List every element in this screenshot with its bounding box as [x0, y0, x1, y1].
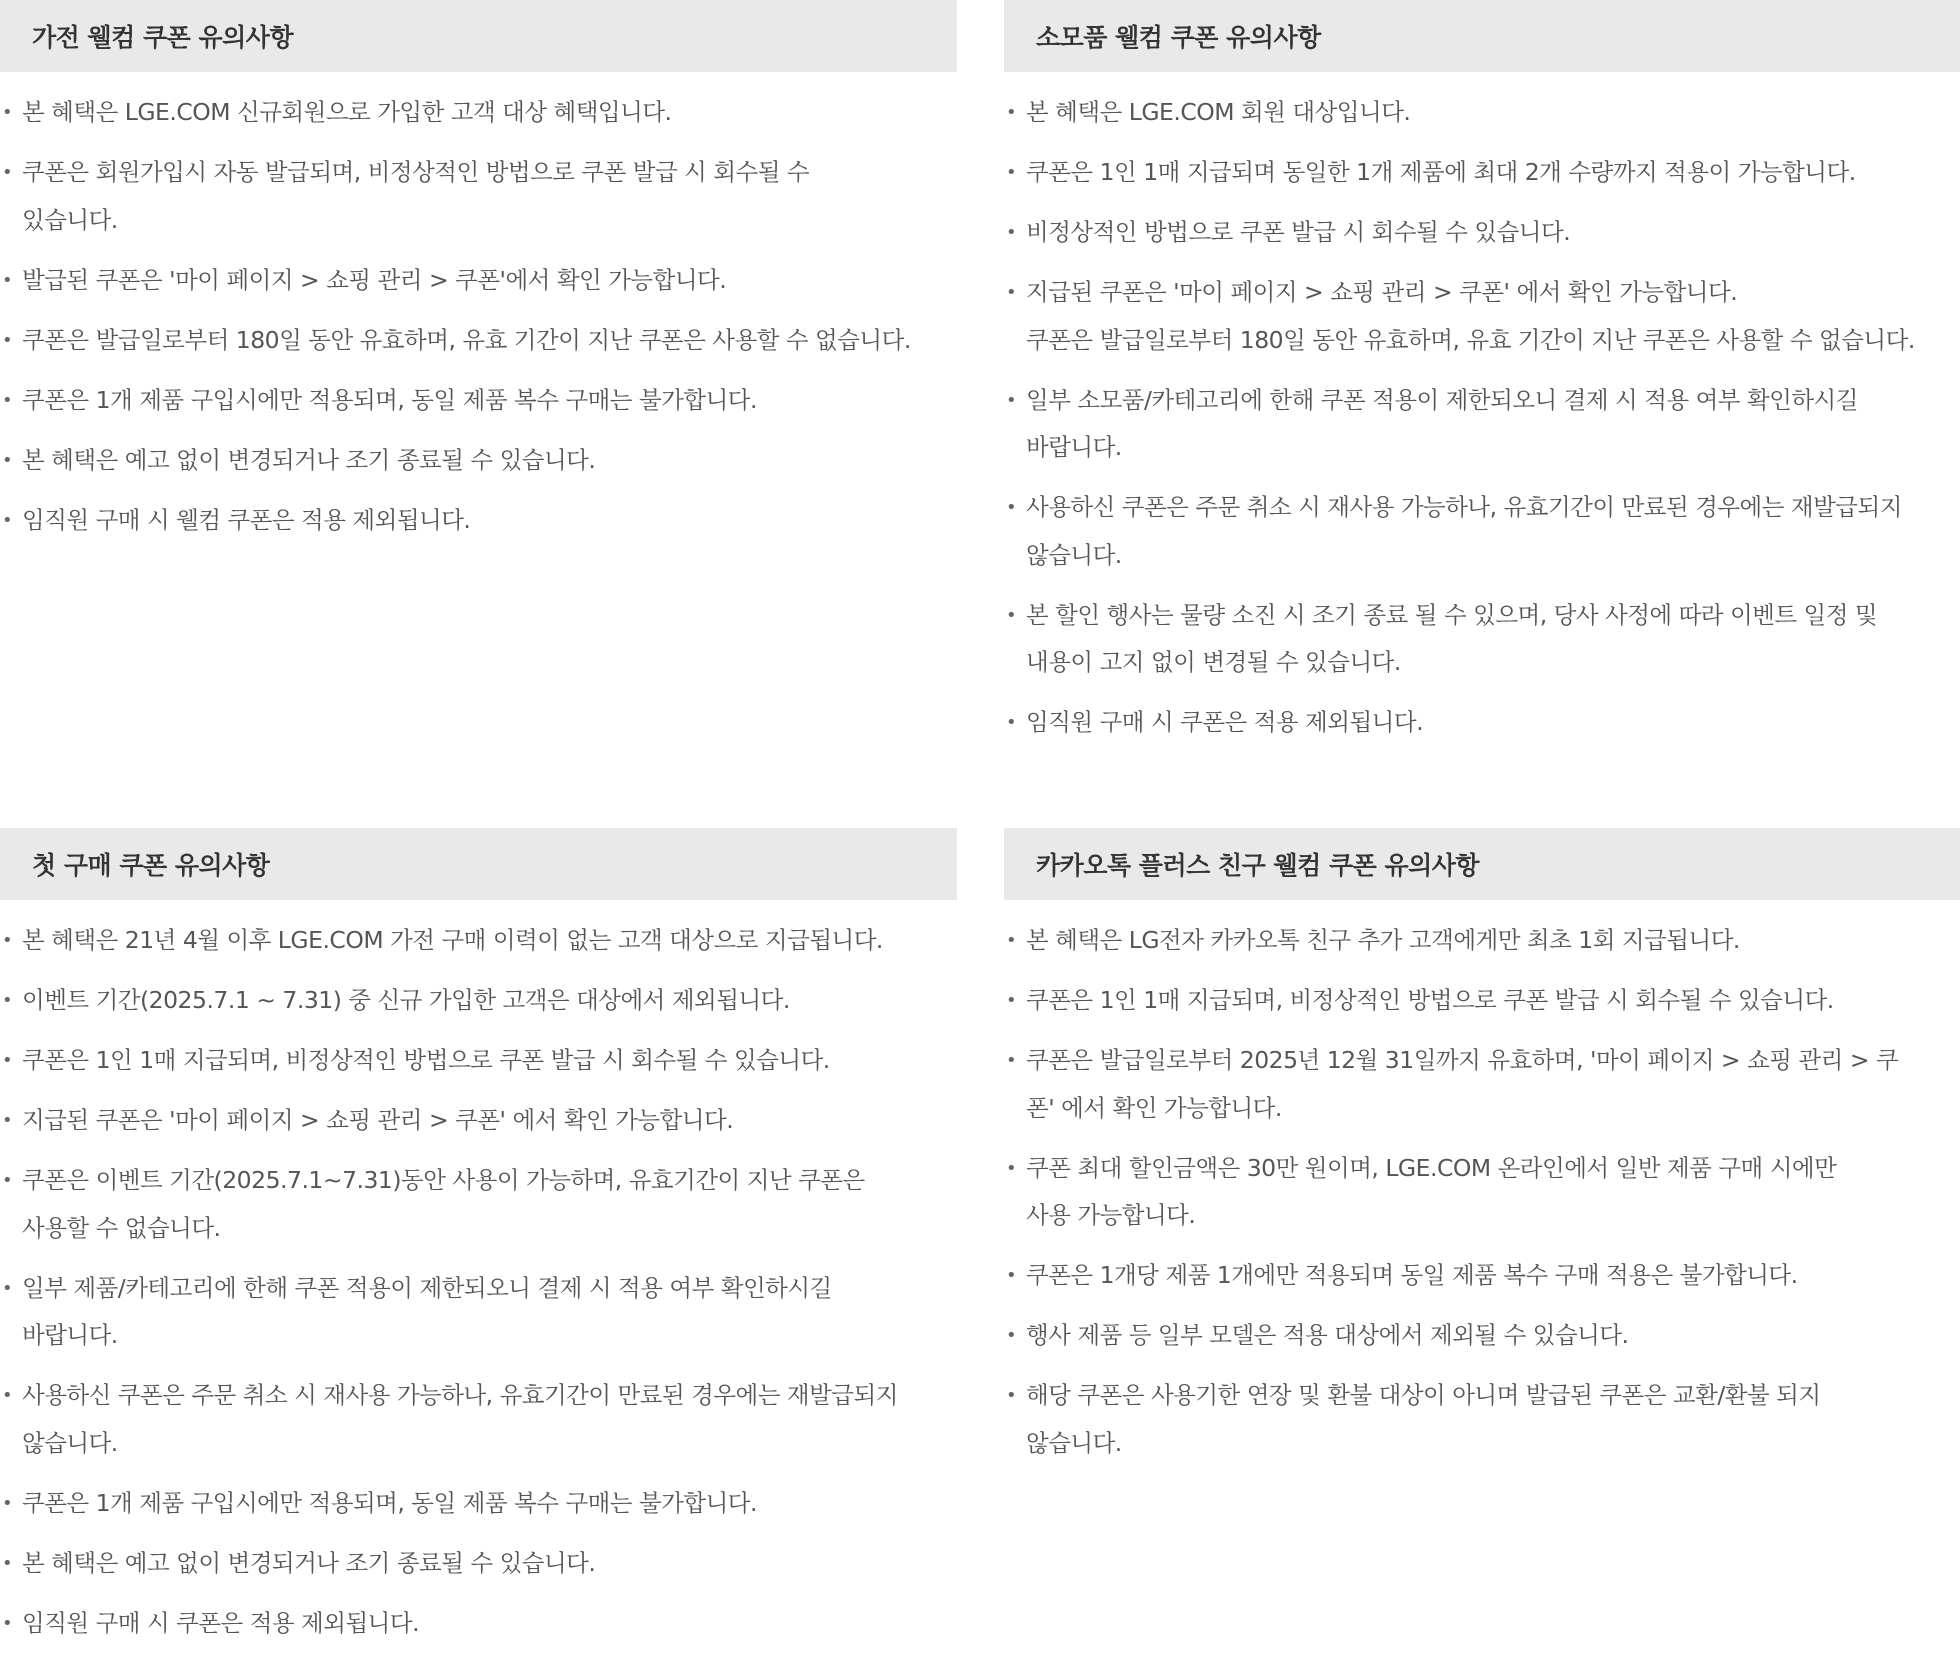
bullet-icon: • [2, 990, 13, 1011]
notice-text: 쿠폰은 1개 제품 구입시에만 적용되며, 동일 제품 복수 구매는 불가합니다. [22, 1488, 757, 1517]
notice-item [1004, 484, 1960, 579]
bullet-icon: • [1006, 1050, 1017, 1071]
notice-item [0, 1372, 957, 1467]
notice-text: 쿠폰은 1인 1매 지급되며 동일한 1개 제품에 최대 2개 수량까지 적용이 가능합니다. [1026, 158, 1856, 186]
bullet-icon: • [1006, 930, 1017, 951]
panel-title: 카카오톡 플러스 친구 웰컴 쿠폰 유의사항 [1036, 851, 1480, 880]
notice-text: 사용하신 쿠폰은 주문 취소 시 재사용 가능하나, 유효기간이 만료된 경우에는 재발급되지 [22, 1381, 898, 1409]
notice-item [0, 1600, 957, 1648]
notice-item [0, 1037, 957, 1085]
notice-text: 본 혜택은 21년 4월 이후 LGE.COM 가전 구매 이력이 없는 고객 대상으로 지급됩니다. [22, 926, 883, 954]
notice-item [1004, 89, 1960, 137]
panel-consumables-welcome-coupon [1004, 0, 1960, 759]
notice-list [0, 72, 957, 544]
bullet-icon: • [2, 102, 13, 123]
notice-text: 본 할인 행사는 물량 소진 시 조기 종료 될 수 있으며, 당사 사정에 따라 이벤트 일정 및 [1026, 600, 1878, 629]
notice-text: 본 혜택은 LG전자 카카오톡 친구 추가 고객에게만 최초 1회 지급됩니다. [1026, 926, 1740, 954]
notice-item [1004, 1312, 1960, 1360]
notice-text: 쿠폰은 발급일로부터 2025년 12월 31일까지 유효하며, '마이 페이지 > 쇼핑 관리 > 쿠 [1026, 1046, 1899, 1074]
notice-item [1004, 592, 1960, 687]
panel-header [0, 828, 957, 900]
notice-item [0, 89, 957, 137]
panel-first-purchase-coupon [0, 828, 957, 1660]
notice-text: 않습니다. [1026, 1428, 1122, 1457]
notice-text: 바랍니다. [1026, 433, 1122, 461]
notice-item [0, 317, 957, 365]
bullet-icon: • [1006, 1265, 1017, 1286]
notice-item [0, 1157, 957, 1252]
notice-item [1004, 1037, 1960, 1132]
bullet-icon: • [1006, 497, 1017, 518]
notice-text: 본 혜택은 LGE.COM 회원 대상입니다. [1026, 98, 1411, 126]
notice-text: 않습니다. [1026, 540, 1122, 569]
notice-item [0, 497, 957, 545]
notice-list [1004, 72, 1960, 747]
notice-item [0, 1480, 957, 1528]
bullet-icon: • [2, 1110, 13, 1131]
notice-item [0, 1097, 957, 1145]
notice-item [0, 1540, 957, 1588]
notice-text: 쿠폰 최대 할인금액은 30만 원이며, LGE.COM 온라인에서 일반 제품 구매 시에만 [1026, 1153, 1837, 1182]
notice-text: 일부 소모품/카테고리에 한해 쿠폰 적용이 제한되오니 결제 시 적용 여부 확인하시길 [1026, 385, 1858, 414]
notice-item [1004, 269, 1960, 364]
notice-text: 않습니다. [22, 1428, 118, 1457]
panel-title: 소모품 웰컴 쿠폰 유의사항 [1036, 23, 1321, 52]
notice-item [1004, 917, 1960, 965]
notice-text: 쿠폰은 1인 1매 지급되며, 비정상적인 방법으로 쿠폰 발급 시 회수될 수 있습니다. [22, 1046, 830, 1074]
notice-item [1004, 977, 1960, 1025]
bullet-icon: • [2, 162, 13, 183]
bullet-icon: • [2, 449, 13, 471]
notice-text: 이벤트 기간(2025.7.1 ~ 7.31) 중 신규 가입한 고객은 대상에서 제외됩니다. [22, 986, 790, 1014]
notice-item [1004, 209, 1960, 257]
notice-text: 있습니다. [22, 205, 118, 234]
notice-item [0, 377, 957, 425]
notice-item [1004, 377, 1960, 472]
panel-header [1004, 828, 1960, 900]
notice-text: 일부 제품/카테고리에 한해 쿠폰 적용이 제한되오니 결제 시 적용 여부 확인하시길 [22, 1273, 832, 1302]
bullet-icon: • [2, 329, 13, 351]
notice-text: 사용하신 쿠폰은 주문 취소 시 재사용 가능하나, 유효기간이 만료된 경우에는 재발급되지 [1026, 493, 1902, 521]
bullet-icon: • [1006, 1325, 1017, 1346]
notice-text: 본 혜택은 LGE.COM 신규회원으로 가입한 고객 대상 혜택입니다. [22, 98, 672, 126]
bullet-icon: • [1006, 1157, 1017, 1179]
notice-text: 사용할 수 없습니다. [22, 1213, 221, 1242]
bullet-icon: • [1006, 604, 1017, 626]
bullet-icon: • [2, 1552, 13, 1574]
bullet-icon: • [2, 1492, 13, 1514]
bullet-icon: • [2, 1277, 13, 1299]
notice-item [1004, 699, 1960, 747]
bullet-icon: • [1006, 102, 1017, 123]
notice-text: 쿠폰은 1개당 제품 1개에만 적용되며 동일 제품 복수 구매 적용은 불가합니다. [1026, 1261, 1798, 1289]
notice-text: 쿠폰은 발급일로부터 180일 동안 유효하며, 유효 기간이 지난 쿠폰은 사용할 수 없습니다. [1026, 325, 1915, 354]
notice-item [1004, 1252, 1960, 1300]
notice-text: 지급된 쿠폰은 '마이 페이지 > 쇼핑 관리 > 쿠폰' 에서 확인 가능합니다. [22, 1106, 734, 1134]
bullet-icon: • [1006, 162, 1017, 183]
notice-text: 발급된 쿠폰은 '마이 페이지 > 쇼핑 관리 > 쿠폰'에서 확인 가능합니다. [22, 265, 727, 294]
notice-text: 쿠폰은 1개 제품 구입시에만 적용되며, 동일 제품 복수 구매는 불가합니다. [22, 385, 757, 414]
notice-text: 본 혜택은 예고 없이 변경되거나 조기 종료될 수 있습니다. [22, 1548, 596, 1577]
bullet-icon: • [1006, 389, 1017, 411]
bullet-icon: • [2, 930, 13, 951]
panel-header [1004, 0, 1960, 72]
panel-header [0, 0, 957, 72]
bullet-icon: • [2, 389, 13, 411]
notice-item [1004, 1145, 1960, 1240]
notice-list [1004, 900, 1960, 1467]
panel-title: 첫 구매 쿠폰 유의사항 [32, 851, 270, 880]
notice-text: 내용이 고지 없이 변경될 수 있습니다. [1026, 648, 1401, 676]
bullet-icon: • [1006, 1385, 1017, 1406]
notice-text: 임직원 구매 시 쿠폰은 적용 제외됩니다. [22, 1608, 420, 1637]
notice-text: 비정상적인 방법으로 쿠폰 발급 시 회수될 수 있습니다. [1026, 218, 1571, 246]
bullet-icon: • [2, 1385, 13, 1406]
bullet-icon: • [2, 269, 13, 291]
panel-title: 가전 웰컴 쿠폰 유의사항 [32, 23, 294, 52]
notice-text: 본 혜택은 예고 없이 변경되거나 조기 종료될 수 있습니다. [22, 445, 596, 474]
notice-text: 임직원 구매 시 쿠폰은 적용 제외됩니다. [1026, 708, 1424, 736]
notice-item [0, 977, 957, 1025]
notice-text: 임직원 구매 시 웰컴 쿠폰은 적용 제외됩니다. [22, 505, 471, 534]
notice-text: 쿠폰은 회원가입시 자동 발급되며, 비정상적인 방법으로 쿠폰 발급 시 회수될 수 [22, 158, 810, 186]
notice-text: 해당 쿠폰은 사용기한 연장 및 환불 대상이 아니며 발급된 쿠폰은 교환/환불 되지 [1026, 1381, 1821, 1409]
notice-item [0, 257, 957, 305]
panel-kakaotalk-friend-coupon [1004, 828, 1960, 1480]
notice-list [0, 900, 957, 1647]
panel-appliance-welcome-coupon [0, 0, 957, 557]
notice-item [0, 917, 957, 965]
notice-text: 쿠폰은 이벤트 기간(2025.7.1~7.31)동안 사용이 가능하며, 유효기간이 지난 쿠폰은 [22, 1166, 865, 1194]
notice-item [1004, 149, 1960, 197]
bullet-icon: • [2, 1050, 13, 1071]
notice-text: 사용 가능합니다. [1026, 1201, 1196, 1229]
bullet-icon: • [1006, 282, 1017, 303]
notice-text: 바랍니다. [22, 1321, 118, 1349]
notice-text: 폰' 에서 확인 가능합니다. [1026, 1093, 1282, 1122]
notice-text: 행사 제품 등 일부 모델은 적용 대상에서 제외될 수 있습니다. [1026, 1321, 1629, 1349]
bullet-icon: • [1006, 712, 1017, 733]
notice-item [0, 1265, 957, 1360]
notice-item [0, 149, 957, 244]
notice-item [1004, 1372, 1960, 1467]
bullet-icon: • [1006, 990, 1017, 1011]
bullet-icon: • [2, 1170, 13, 1191]
bullet-icon: • [1006, 222, 1017, 243]
notice-text: 쿠폰은 발급일로부터 180일 동안 유효하며, 유효 기간이 지난 쿠폰은 사용할 수 없습니다. [22, 325, 911, 354]
bullet-icon: • [2, 1612, 13, 1634]
notice-item [0, 437, 957, 485]
notice-text: 지급된 쿠폰은 '마이 페이지 > 쇼핑 관리 > 쿠폰' 에서 확인 가능합니다. [1026, 278, 1738, 306]
bullet-icon: • [2, 509, 13, 531]
notice-text: 쿠폰은 1인 1매 지급되며, 비정상적인 방법으로 쿠폰 발급 시 회수될 수 있습니다. [1026, 986, 1834, 1014]
